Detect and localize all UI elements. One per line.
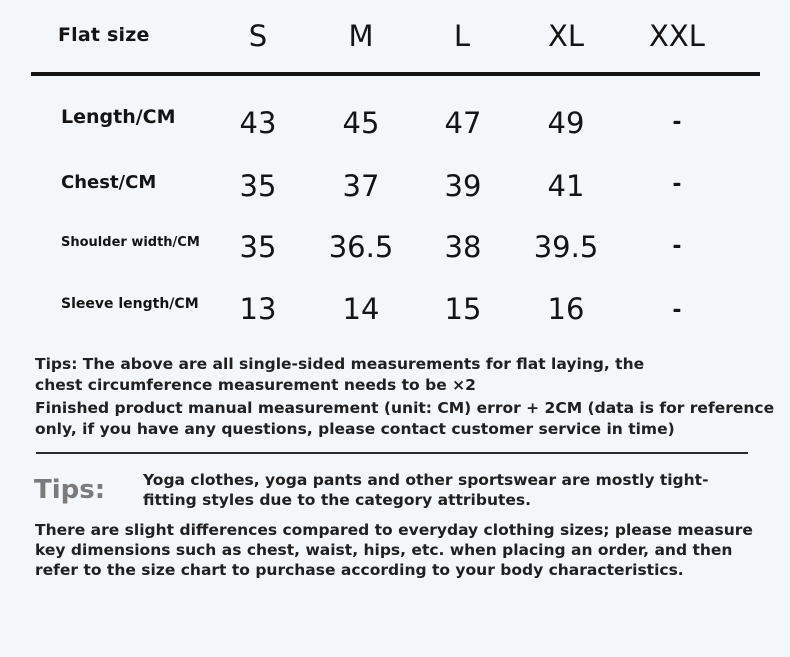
tip-note-line-1: Tips: The above are all single-sided measurements for flat laying, the xyxy=(35,355,645,373)
cell-sleeve-m: 14 xyxy=(342,292,380,326)
cell-shoulder-s: 35 xyxy=(239,230,277,264)
row-label-length: Length/CM xyxy=(61,106,176,128)
cell-chest-l: 39 xyxy=(444,169,482,203)
size-header-l: L xyxy=(453,19,471,53)
cell-chest-xxl: - xyxy=(672,172,682,197)
cell-shoulder-xxl: - xyxy=(672,234,682,259)
tips-body-text: There are slight differences compared to everyday clothing sizes; please measure key dimensions such as chest, waist, hips, etc. when placing an order, and then refer to the size chart to purchase according to your body characteristics. xyxy=(35,521,753,579)
tips-heading: Tips: xyxy=(34,475,106,505)
cell-chest-xl: 41 xyxy=(547,169,585,203)
row-label-chest: Chest/CM xyxy=(61,172,157,193)
cell-length-m: 45 xyxy=(342,106,380,140)
cell-chest-s: 35 xyxy=(239,169,277,203)
finished-note-line-2: only, if you have any questions, please contact customer service in time) xyxy=(35,420,675,438)
flat-size-header: Flat size xyxy=(58,24,150,46)
cell-shoulder-xl: 39.5 xyxy=(533,230,599,264)
cell-sleeve-xl: 16 xyxy=(547,292,585,326)
cell-sleeve-xxl: - xyxy=(672,298,682,323)
cell-length-s: 43 xyxy=(239,106,277,140)
row-label-shoulder-width: Shoulder width/CM xyxy=(61,235,200,250)
cell-shoulder-l: 38 xyxy=(444,230,482,264)
cell-sleeve-s: 13 xyxy=(239,292,277,326)
cell-shoulder-m: 36.5 xyxy=(328,230,394,264)
row-label-sleeve-length: Sleeve length/CM xyxy=(61,296,199,312)
cell-length-xl: 49 xyxy=(547,106,585,140)
size-header-m: M xyxy=(348,19,374,53)
header-divider xyxy=(31,72,760,76)
finished-note-line-1: Finished product manual measurement (unit: CM) error + 2CM (data is for reference xyxy=(35,399,775,417)
size-header-s: S xyxy=(248,19,268,53)
tips-sportswear-text: Yoga clothes, yoga pants and other sportswear are mostly tight-fitting styles due to the category attributes. xyxy=(143,471,709,509)
cell-sleeve-l: 15 xyxy=(444,292,482,326)
tip-note-line-2: chest circumference measurement needs to be ×2 xyxy=(35,376,476,394)
size-header-xl: XL xyxy=(547,19,585,53)
cell-length-xxl: - xyxy=(672,110,682,135)
size-header-xxl: XXL xyxy=(649,19,705,53)
cell-length-l: 47 xyxy=(444,106,482,140)
cell-chest-m: 37 xyxy=(342,169,380,203)
notes-divider xyxy=(36,452,748,454)
